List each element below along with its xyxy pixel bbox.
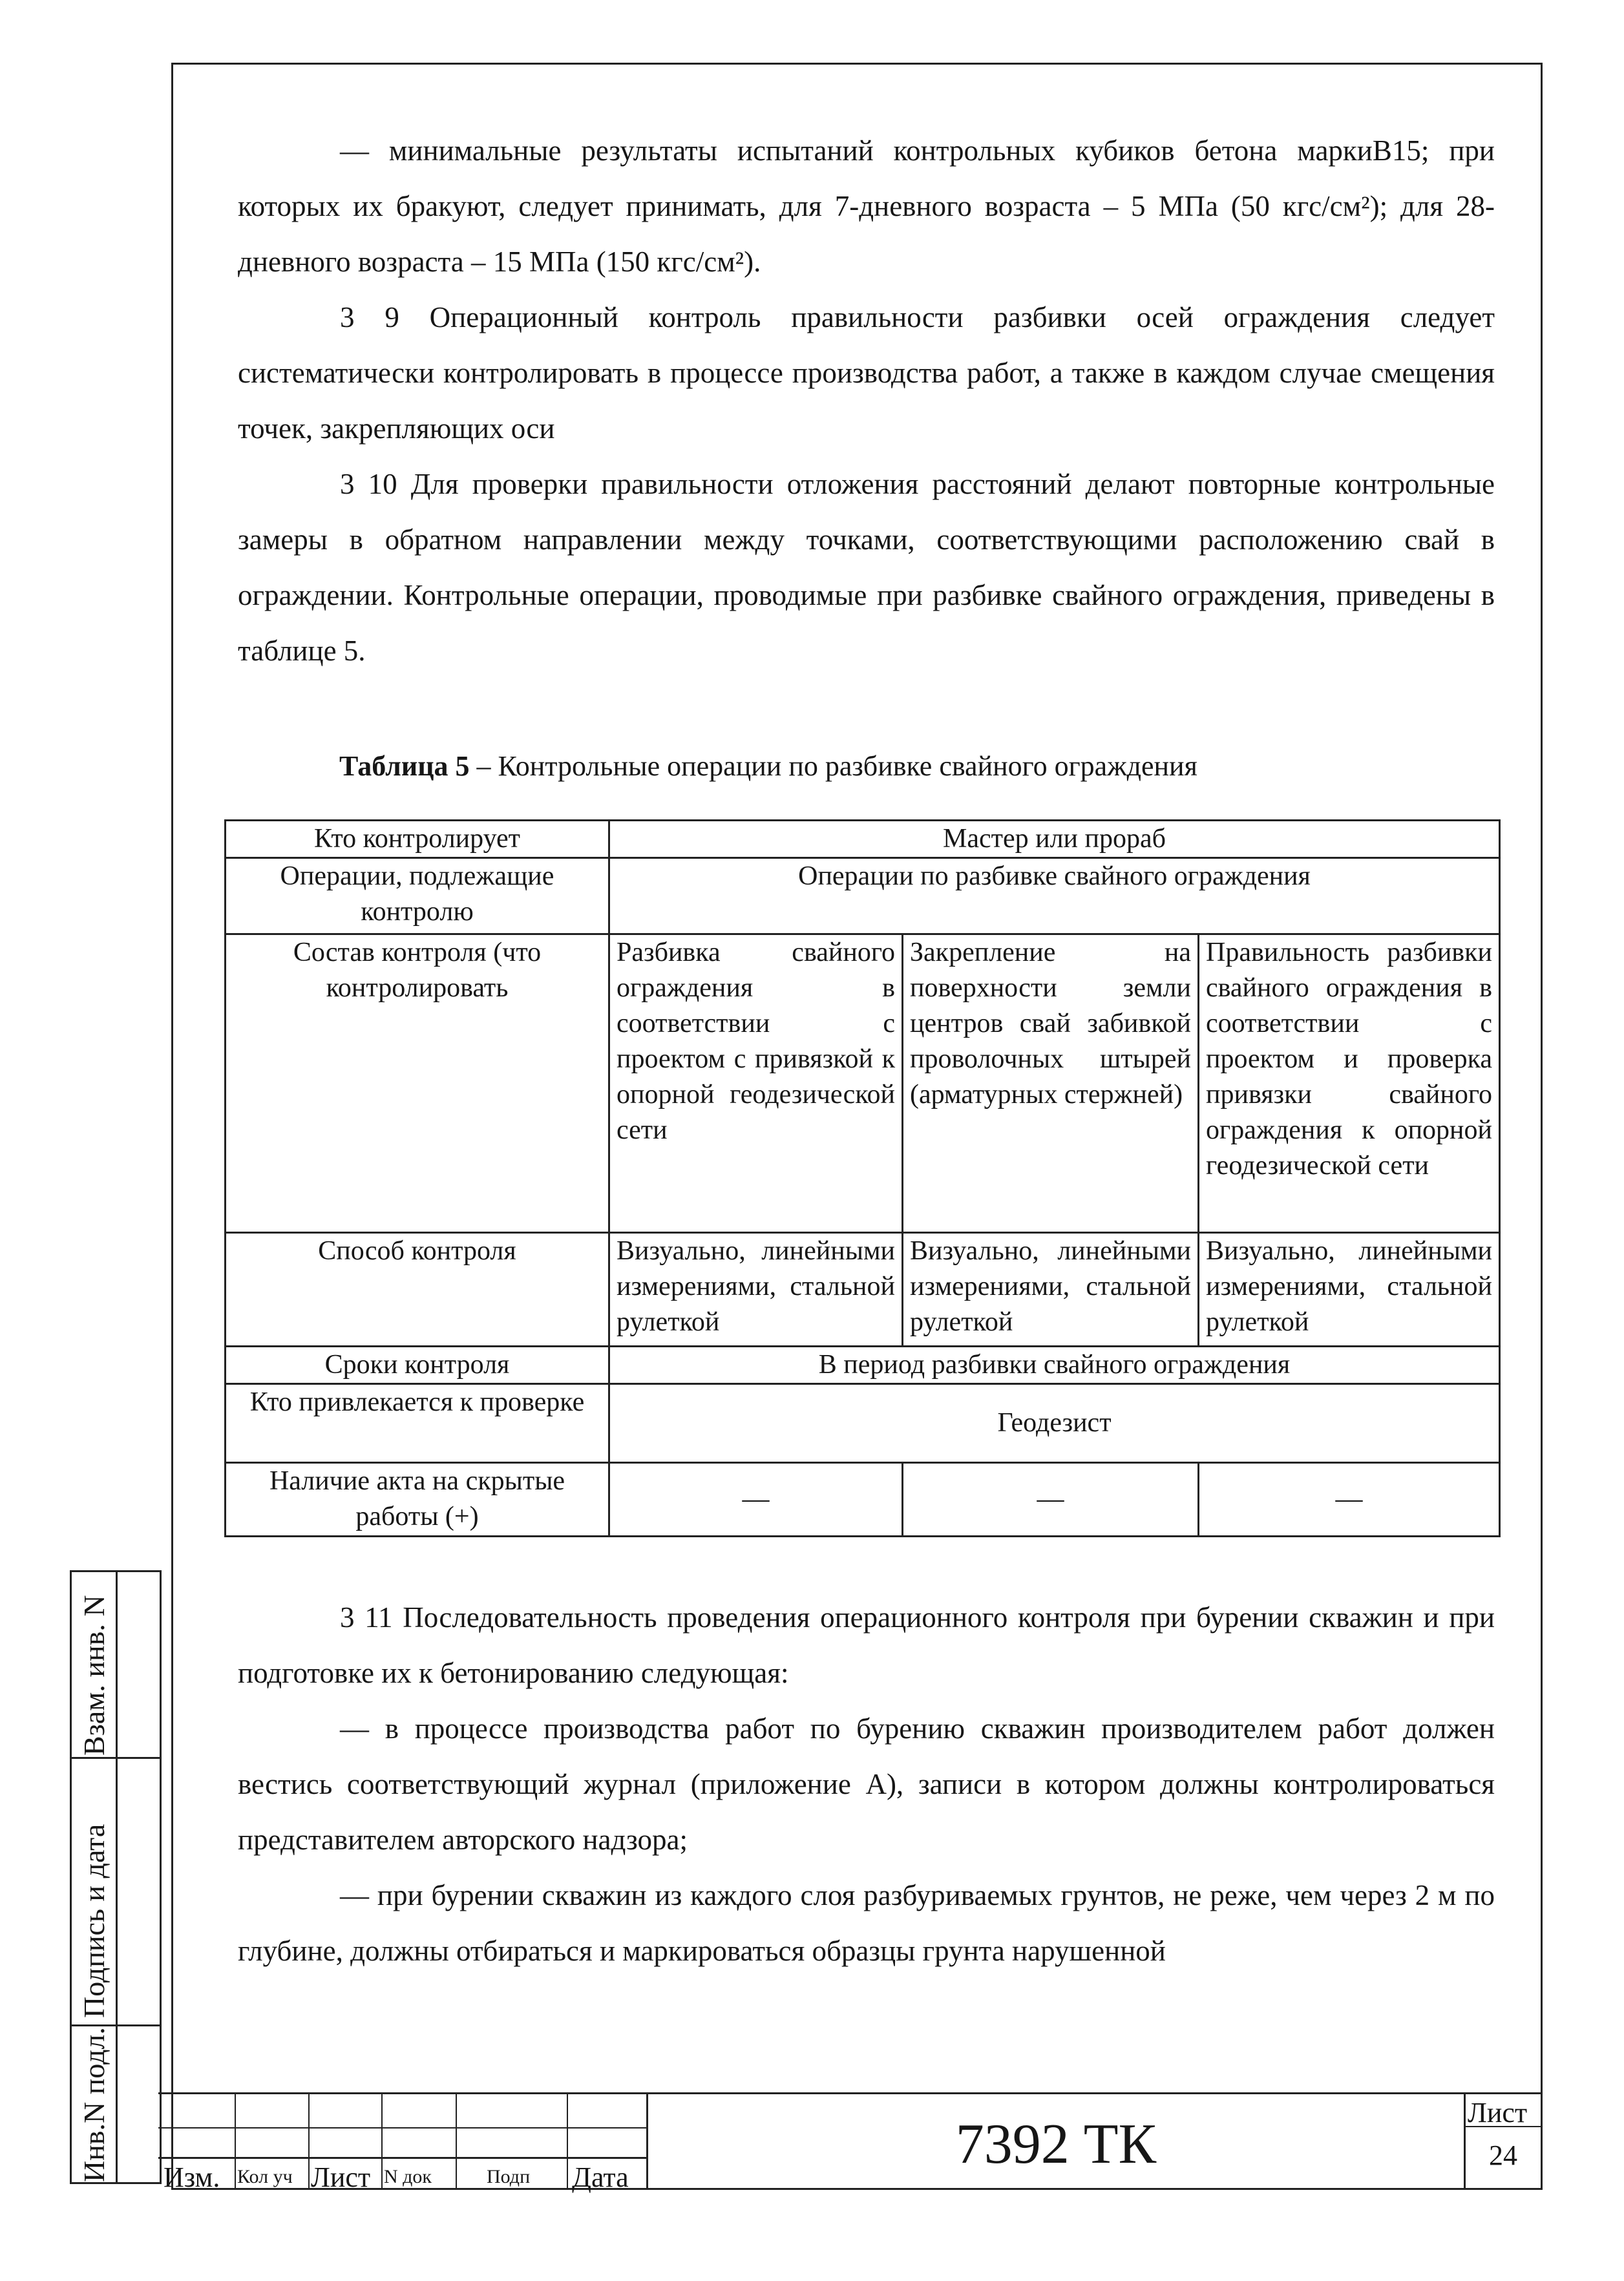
title-block bbox=[158, 2092, 1543, 2193]
table-cell: Правильность разбивки свайного ограждения в соответствии с проектом и проверка привязки свайного ограждения к опорной геодезической сети bbox=[1199, 934, 1500, 1233]
row-label: Кто привлекается к проверке bbox=[226, 1384, 609, 1463]
table-cell: — bbox=[1199, 1463, 1500, 1537]
row-value: Геодезист bbox=[609, 1384, 1500, 1463]
paragraph: — минимальные результаты испытаний контрольных кубиков бетона маркиB15; при которых их бракуют, следует принимать, для 7-дневного возраста – 5 МПа (50 кгс/см²); для 28-дневного возраста – 15 МПа (150 кгс/см²). bbox=[238, 134, 1495, 278]
row-value: Операции по разбивке свайного ограждения bbox=[609, 858, 1500, 934]
table-row bbox=[226, 1463, 1500, 1537]
stamp-header-data: Дата bbox=[572, 2161, 629, 2193]
table-caption-number: Таблица 5 bbox=[339, 750, 470, 782]
paragraph: 3 9 Операционный контроль правильности разбивки осей ограждения следует систематически контролировать в процессе производства работ, а также в каждом случае смещения точек, закрепляющих оси bbox=[238, 301, 1495, 445]
podpis-data-label: Подпись и дата bbox=[78, 1824, 111, 2018]
table-cell: Визуально, линейными измерениями, стальной рулеткой bbox=[1199, 1233, 1500, 1347]
stamp-line bbox=[308, 2092, 310, 2190]
row-value: Мастер или прораб bbox=[609, 821, 1500, 858]
body-text-top bbox=[238, 123, 1495, 678]
row-value: В период разбивки свайного ограждения bbox=[609, 1347, 1500, 1384]
paragraph: — в процессе производства работ по бурению скважин производителем работ должен вестись соответствующий журнал (приложение А), записи в котором должны контролироваться представителем авторского надзора; bbox=[238, 1712, 1495, 1856]
table-row bbox=[226, 1347, 1500, 1384]
row-label: Наличие акта на скрытые работы (+) bbox=[226, 1463, 609, 1537]
table-row bbox=[226, 1384, 1500, 1463]
table-row bbox=[226, 1233, 1500, 1347]
stamp-header-n-dok: N док bbox=[384, 2166, 432, 2187]
table-cell: — bbox=[609, 1463, 903, 1537]
row-label: Сроки контроля bbox=[226, 1347, 609, 1384]
table-row bbox=[226, 934, 1500, 1233]
stamp-header-kol-uch: Кол уч bbox=[237, 2166, 293, 2187]
row-label: Состав контроля (что контролировать bbox=[226, 934, 609, 1233]
table-cell: Закрепление на поверхности земли центров свай забивкой проволочных штырей (арматурных стержней) bbox=[903, 934, 1199, 1233]
table-cell: — bbox=[903, 1463, 1199, 1537]
body-text-bottom bbox=[238, 1590, 1495, 1979]
side-divider bbox=[116, 1572, 118, 2182]
control-operations-table bbox=[224, 819, 1501, 1537]
paragraph: 3 11 Последовательность проведения операционного контроля при бурении скважин и при подготовке их к бетонированию следующая: bbox=[238, 1601, 1495, 1689]
row-label: Способ контроля bbox=[226, 1233, 609, 1347]
table-cell: Визуально, линейными измерениями, стальной рулеткой bbox=[609, 1233, 903, 1347]
sheet-label: Лист bbox=[1468, 2097, 1528, 2129]
paragraph: — при бурении скважин из каждого слоя разбуриваемых грунтов, не реже, чем через 2 м по глубине, должны отбираться и маркироваться образцы грунта нарушенной bbox=[238, 1879, 1495, 1967]
table-cell: Разбивка свайного ограждения в соответствии с проектом с привязкой к опорной геодезической сети bbox=[609, 934, 903, 1233]
sheet-number: 24 bbox=[1489, 2139, 1517, 2171]
row-label: Кто контролирует bbox=[226, 821, 609, 858]
stamp-line bbox=[456, 2092, 457, 2190]
stamp-line bbox=[158, 2157, 648, 2159]
table-row bbox=[226, 858, 1500, 934]
stamp-line bbox=[158, 2127, 648, 2129]
table-caption-text: – Контрольные операции по разбивке свайного ограждения bbox=[469, 750, 1197, 782]
paragraph: 3 10 Для проверки правильности отложения расстояний делают повторные контрольные замеры в обратном направлении между точками, соответствующими расположению свай в ограждении. Контрольные операции, проводимые при разбивке свайного ограждения, приведены в таблице 5. bbox=[238, 468, 1495, 667]
inv-podl-label: Инв.N подл. bbox=[78, 2027, 111, 2182]
table-cell: Визуально, линейными измерениями, стальной рулеткой bbox=[903, 1233, 1199, 1347]
side-divider bbox=[72, 2024, 160, 2026]
row-label: Операции, подлежащие контролю bbox=[226, 858, 609, 934]
side-stamp bbox=[70, 1570, 162, 2184]
table-row bbox=[226, 821, 1500, 858]
stamp-line bbox=[158, 2092, 1543, 2094]
stamp-header-izm: Изм. bbox=[163, 2161, 220, 2193]
stamp-line bbox=[235, 2092, 236, 2190]
stamp-header-podp: Подп bbox=[487, 2166, 531, 2187]
vzam-inv-label: Взам. инв. N bbox=[78, 1595, 111, 1756]
stamp-line bbox=[567, 2092, 568, 2190]
document-code: 7392 ТК bbox=[955, 2113, 1157, 2176]
stamp-header-list: Лист bbox=[311, 2161, 371, 2193]
side-divider bbox=[72, 1757, 160, 1759]
table-caption bbox=[339, 750, 1197, 783]
stamp-line bbox=[381, 2092, 383, 2190]
